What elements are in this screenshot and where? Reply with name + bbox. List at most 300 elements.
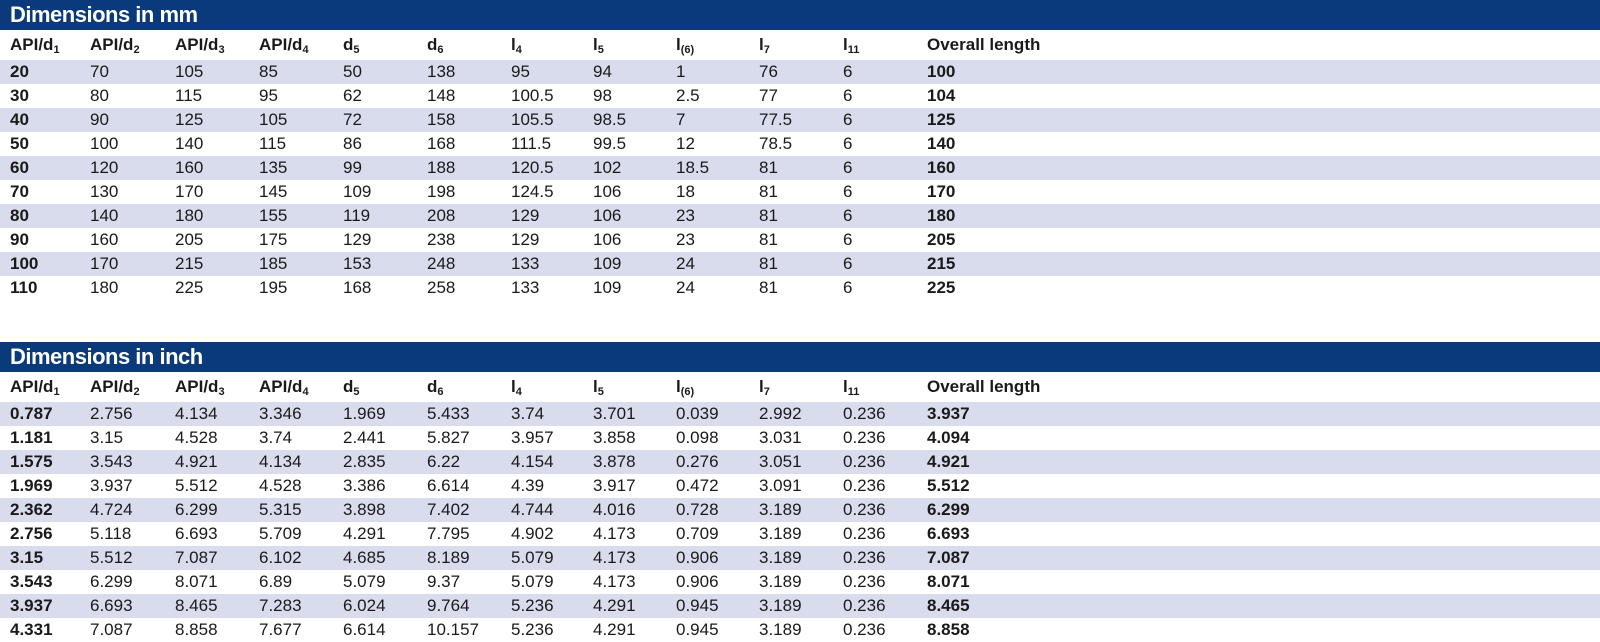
table-body-mm: [0, 60, 1600, 300]
table-row: [0, 618, 1600, 642]
column-header: [501, 30, 583, 60]
table-cell: 0.728: [666, 498, 749, 522]
column-header-subscript: 2: [133, 44, 140, 56]
table-cell: 133: [501, 252, 583, 276]
table-cell: 133: [501, 276, 583, 300]
table-cell: 155: [249, 204, 333, 228]
column-header: [749, 30, 833, 60]
column-header-subscript: 4: [515, 386, 522, 398]
table-cell: 138: [417, 60, 501, 84]
table-cell: 0.236: [833, 546, 917, 570]
section-inch: [0, 342, 1600, 642]
table-cell: 4.154: [501, 450, 583, 474]
column-header-subscript: (6): [680, 386, 695, 398]
table-cell: 2.441: [333, 426, 417, 450]
table-cell: 4.902: [501, 522, 583, 546]
table-cell: 3.74: [501, 402, 583, 426]
overall-length-cell: 104: [917, 84, 1600, 108]
table-cell: 160: [80, 228, 165, 252]
table-cell: 18: [666, 180, 749, 204]
column-header-subscript: 5: [353, 386, 360, 398]
table-cell: 18.5: [666, 156, 749, 180]
column-header-label: l: [759, 377, 764, 396]
column-header-subscript: 4: [302, 44, 309, 56]
table-row: [0, 180, 1600, 204]
table-cell: 6: [833, 156, 917, 180]
table-cell: 94: [583, 60, 666, 84]
table-cell: 205: [165, 228, 249, 252]
table-cell: 6.614: [417, 474, 501, 498]
table-cell: 168: [333, 276, 417, 300]
table-cell: 148: [417, 84, 501, 108]
overall-length-cell: 180: [917, 204, 1600, 228]
api-size-cell: 80: [0, 204, 80, 228]
overall-length-cell: 7.087: [917, 546, 1600, 570]
table-cell: 0.098: [666, 426, 749, 450]
column-header: [833, 30, 917, 60]
table-cell: 23: [666, 204, 749, 228]
table-cell: 5.236: [501, 618, 583, 642]
table-cell: 185: [249, 252, 333, 276]
column-header-subscript: 7: [763, 386, 770, 398]
column-header: [333, 30, 417, 60]
table-cell: 5.079: [501, 570, 583, 594]
table-cell: 6: [833, 228, 917, 252]
table-cell: 153: [333, 252, 417, 276]
header-row: [0, 372, 1600, 402]
table-cell: 4.528: [165, 426, 249, 450]
table-cell: 81: [749, 252, 833, 276]
table-cell: 130: [80, 180, 165, 204]
table-row: [0, 252, 1600, 276]
table-cell: 77: [749, 84, 833, 108]
api-size-cell: 90: [0, 228, 80, 252]
table-cell: 90: [80, 108, 165, 132]
overall-length-cell: 225: [917, 276, 1600, 300]
table-cell: 3.189: [749, 498, 833, 522]
column-header: [80, 30, 165, 60]
column-header-subscript: 6: [437, 44, 444, 56]
table-row: [0, 570, 1600, 594]
table-cell: 3.189: [749, 594, 833, 618]
table-cell: 0.039: [666, 402, 749, 426]
table-cell: 0.236: [833, 498, 917, 522]
api-size-cell: 1.969: [0, 474, 80, 498]
table-row: [0, 474, 1600, 498]
table-cell: 85: [249, 60, 333, 84]
table-cell: 7.795: [417, 522, 501, 546]
table-cell: 23: [666, 228, 749, 252]
table-cell: 109: [583, 276, 666, 300]
table-cell: 3.15: [80, 426, 165, 450]
table-cell: 0.472: [666, 474, 749, 498]
table-cell: 158: [417, 108, 501, 132]
table-cell: 6.22: [417, 450, 501, 474]
table-cell: 3.091: [749, 474, 833, 498]
overall-length-cell: 6.299: [917, 498, 1600, 522]
table-cell: 3.189: [749, 570, 833, 594]
table-cell: 3.957: [501, 426, 583, 450]
table-cell: 8.189: [417, 546, 501, 570]
table-cell: 3.346: [249, 402, 333, 426]
table-cell: 0.236: [833, 426, 917, 450]
table-cell: 4.685: [333, 546, 417, 570]
column-header-subscript: 5: [597, 44, 604, 56]
column-header: [333, 372, 417, 402]
table-row: [0, 132, 1600, 156]
column-header-label: l: [759, 35, 764, 54]
overall-length-cell: 6.693: [917, 522, 1600, 546]
table-row: [0, 402, 1600, 426]
column-header-label: d: [343, 377, 354, 396]
column-header: [666, 30, 749, 60]
table-cell: 6: [833, 276, 917, 300]
table-cell: 3.701: [583, 402, 666, 426]
table-row: [0, 276, 1600, 300]
api-size-cell: 3.15: [0, 546, 80, 570]
table-cell: 3.386: [333, 474, 417, 498]
column-header-subscript: 1: [53, 44, 60, 56]
table-cell: 0.236: [833, 402, 917, 426]
api-size-cell: 1.575: [0, 450, 80, 474]
table-cell: 5.433: [417, 402, 501, 426]
table-cell: 0.276: [666, 450, 749, 474]
column-header-label: d: [427, 377, 438, 396]
table-cell: 0.945: [666, 594, 749, 618]
table-cell: 4.921: [165, 450, 249, 474]
table-cell: 106: [583, 204, 666, 228]
table-cell: 3.858: [583, 426, 666, 450]
column-header: [0, 30, 80, 60]
table-cell: 3.543: [80, 450, 165, 474]
table-cell: 76: [749, 60, 833, 84]
table-row: [0, 108, 1600, 132]
table-cell: 3.031: [749, 426, 833, 450]
table-cell: 24: [666, 252, 749, 276]
table-cell: 95: [501, 60, 583, 84]
table-cell: 198: [417, 180, 501, 204]
table-inch: [0, 372, 1600, 642]
table-cell: 180: [80, 276, 165, 300]
table-cell: 3.878: [583, 450, 666, 474]
table-cell: 7.677: [249, 618, 333, 642]
column-header-label: API/d: [90, 35, 134, 54]
api-size-cell: 0.787: [0, 402, 80, 426]
table-cell: 5.079: [501, 546, 583, 570]
table-cell: 9.764: [417, 594, 501, 618]
column-header-subscript: 3: [218, 44, 225, 56]
table-cell: 3.189: [749, 618, 833, 642]
overall-length-cell: 170: [917, 180, 1600, 204]
table-cell: 124.5: [501, 180, 583, 204]
table-cell: 135: [249, 156, 333, 180]
table-cell: 4.173: [583, 522, 666, 546]
table-cell: 106: [583, 180, 666, 204]
column-header: [501, 372, 583, 402]
table-cell: 7.402: [417, 498, 501, 522]
table-cell: 109: [333, 180, 417, 204]
table-cell: 4.016: [583, 498, 666, 522]
table-body-inch: [0, 402, 1600, 642]
column-header: [80, 372, 165, 402]
table-cell: 129: [501, 228, 583, 252]
table-cell: 215: [165, 252, 249, 276]
table-cell: 0.236: [833, 474, 917, 498]
table-cell: 7.087: [165, 546, 249, 570]
table-cell: 4.724: [80, 498, 165, 522]
table-row: [0, 426, 1600, 450]
column-header: [583, 372, 666, 402]
table-cell: 4.173: [583, 546, 666, 570]
table-cell: 4.528: [249, 474, 333, 498]
column-header-label: d: [343, 35, 354, 54]
column-header: [165, 372, 249, 402]
table-cell: 6.693: [165, 522, 249, 546]
table-cell: 99: [333, 156, 417, 180]
column-header-label: Overall length: [927, 35, 1041, 54]
table-cell: 140: [80, 204, 165, 228]
table-cell: 175: [249, 228, 333, 252]
column-header-label: API/d: [90, 377, 134, 396]
table-cell: 106: [583, 228, 666, 252]
column-header-label: l: [843, 35, 848, 54]
api-size-cell: 100: [0, 252, 80, 276]
table-cell: 2.992: [749, 402, 833, 426]
api-size-cell: 3.543: [0, 570, 80, 594]
column-header-subscript: 4: [302, 386, 309, 398]
column-header: [249, 372, 333, 402]
table-cell: 100: [80, 132, 165, 156]
table-cell: 6: [833, 60, 917, 84]
table-cell: 120: [80, 156, 165, 180]
overall-length-cell: 160: [917, 156, 1600, 180]
table-cell: 6: [833, 204, 917, 228]
column-header: [917, 372, 1600, 402]
column-header: [583, 30, 666, 60]
column-header-label: l: [676, 35, 681, 54]
overall-length-cell: 4.921: [917, 450, 1600, 474]
table-row: [0, 522, 1600, 546]
table-cell: 50: [333, 60, 417, 84]
table-cell: 7: [666, 108, 749, 132]
table-cell: 86: [333, 132, 417, 156]
table-cell: 2.835: [333, 450, 417, 474]
table-cell: 2.756: [80, 402, 165, 426]
table-row: [0, 498, 1600, 522]
table-cell: 160: [165, 156, 249, 180]
column-header-subscript: 5: [597, 386, 604, 398]
api-size-cell: 3.937: [0, 594, 80, 618]
column-header-label: API/d: [10, 377, 54, 396]
table-cell: 0.236: [833, 522, 917, 546]
table-cell: 120.5: [501, 156, 583, 180]
table-cell: 6.89: [249, 570, 333, 594]
header-row: [0, 30, 1600, 60]
table-row: [0, 228, 1600, 252]
table-cell: 7.087: [80, 618, 165, 642]
table-cell: 5.512: [165, 474, 249, 498]
table-cell: 6.024: [333, 594, 417, 618]
table-cell: 0.236: [833, 618, 917, 642]
table-cell: 4.291: [333, 522, 417, 546]
api-size-cell: 70: [0, 180, 80, 204]
table-cell: 0.236: [833, 450, 917, 474]
table-row: [0, 450, 1600, 474]
column-header-subscript: 7: [763, 44, 770, 56]
overall-length-cell: 100: [917, 60, 1600, 84]
api-size-cell: 60: [0, 156, 80, 180]
table-cell: 105.5: [501, 108, 583, 132]
table-cell: 95: [249, 84, 333, 108]
overall-length-cell: 205: [917, 228, 1600, 252]
overall-length-cell: 215: [917, 252, 1600, 276]
column-header: [666, 372, 749, 402]
table-cell: 225: [165, 276, 249, 300]
table-cell: 5.236: [501, 594, 583, 618]
table-cell: 4.291: [583, 594, 666, 618]
overall-length-cell: 3.937: [917, 402, 1600, 426]
table-cell: 5.709: [249, 522, 333, 546]
column-header-subscript: 1: [53, 386, 60, 398]
table-row: [0, 204, 1600, 228]
table-cell: 4.134: [249, 450, 333, 474]
column-header-label: API/d: [259, 35, 303, 54]
column-header-label: l: [843, 377, 848, 396]
table-cell: 100.5: [501, 84, 583, 108]
api-size-cell: 2.756: [0, 522, 80, 546]
table-cell: 0.906: [666, 546, 749, 570]
column-header-subscript: 11: [847, 386, 860, 398]
table-cell: 4.291: [583, 618, 666, 642]
table-cell: 3.937: [80, 474, 165, 498]
column-header-subscript: 3: [218, 386, 225, 398]
table-cell: 8.465: [165, 594, 249, 618]
table-cell: 105: [165, 60, 249, 84]
api-size-cell: 30: [0, 84, 80, 108]
column-header: [249, 30, 333, 60]
table-cell: 4.134: [165, 402, 249, 426]
column-header-label: l: [593, 377, 598, 396]
table-cell: 111.5: [501, 132, 583, 156]
table-cell: 188: [417, 156, 501, 180]
table-cell: 129: [333, 228, 417, 252]
column-header: [917, 30, 1600, 60]
table-cell: 119: [333, 204, 417, 228]
table-cell: 12: [666, 132, 749, 156]
table-cell: 70: [80, 60, 165, 84]
table-cell: 8.071: [165, 570, 249, 594]
table-cell: 1: [666, 60, 749, 84]
table-cell: 10.157: [417, 618, 501, 642]
column-header-label: l: [511, 35, 516, 54]
table-cell: 6.102: [249, 546, 333, 570]
column-header-label: d: [427, 35, 438, 54]
table-mm: [0, 30, 1600, 300]
column-header-label: l: [511, 377, 516, 396]
table-cell: 81: [749, 204, 833, 228]
api-size-cell: 2.362: [0, 498, 80, 522]
table-cell: 6: [833, 84, 917, 108]
table-cell: 5.315: [249, 498, 333, 522]
table-cell: 115: [249, 132, 333, 156]
column-header-subscript: 5: [353, 44, 360, 56]
table-cell: 129: [501, 204, 583, 228]
section-gap: [0, 300, 1600, 342]
overall-length-cell: 8.071: [917, 570, 1600, 594]
column-header-label: API/d: [259, 377, 303, 396]
overall-length-cell: 125: [917, 108, 1600, 132]
table-cell: 98: [583, 84, 666, 108]
table-cell: 81: [749, 156, 833, 180]
table-cell: 81: [749, 228, 833, 252]
table-row: [0, 546, 1600, 570]
column-header-subscript: 4: [515, 44, 522, 56]
table-cell: 77.5: [749, 108, 833, 132]
table-cell: 5.827: [417, 426, 501, 450]
table-cell: 9.37: [417, 570, 501, 594]
table-cell: 5.079: [333, 570, 417, 594]
column-header-subscript: 2: [133, 386, 140, 398]
table-cell: 115: [165, 84, 249, 108]
column-header-label: Overall length: [927, 377, 1041, 396]
table-cell: 6: [833, 132, 917, 156]
table-cell: 168: [417, 132, 501, 156]
api-size-cell: 20: [0, 60, 80, 84]
table-cell: 125: [165, 108, 249, 132]
table-cell: 208: [417, 204, 501, 228]
table-cell: 4.744: [501, 498, 583, 522]
table-cell: 3.189: [749, 546, 833, 570]
column-header-subscript: (6): [680, 44, 695, 56]
table-cell: 3.917: [583, 474, 666, 498]
column-header: [165, 30, 249, 60]
api-size-cell: 40: [0, 108, 80, 132]
table-cell: 0.236: [833, 570, 917, 594]
table-cell: 5.512: [80, 546, 165, 570]
api-size-cell: 4.331: [0, 618, 80, 642]
table-cell: 248: [417, 252, 501, 276]
table-cell: 0.236: [833, 594, 917, 618]
table-cell: 62: [333, 84, 417, 108]
table-cell: 180: [165, 204, 249, 228]
table-cell: 105: [249, 108, 333, 132]
table-cell: 0.945: [666, 618, 749, 642]
table-cell: 98.5: [583, 108, 666, 132]
table-cell: 3.898: [333, 498, 417, 522]
table-cell: 6.614: [333, 618, 417, 642]
section-title-inch: Dimensions in inch: [0, 342, 1600, 372]
table-cell: 102: [583, 156, 666, 180]
table-cell: 109: [583, 252, 666, 276]
overall-length-cell: 4.094: [917, 426, 1600, 450]
table-row: [0, 84, 1600, 108]
table-cell: 6: [833, 180, 917, 204]
section-mm: [0, 0, 1600, 300]
column-header-label: API/d: [10, 35, 54, 54]
table-cell: 6.299: [165, 498, 249, 522]
column-header-label: l: [593, 35, 598, 54]
table-row: [0, 594, 1600, 618]
table-cell: 72: [333, 108, 417, 132]
table-cell: 140: [165, 132, 249, 156]
api-size-cell: 50: [0, 132, 80, 156]
table-cell: 6: [833, 252, 917, 276]
table-cell: 1.969: [333, 402, 417, 426]
table-cell: 3.189: [749, 522, 833, 546]
table-cell: 5.118: [80, 522, 165, 546]
table-cell: 80: [80, 84, 165, 108]
table-row: [0, 60, 1600, 84]
